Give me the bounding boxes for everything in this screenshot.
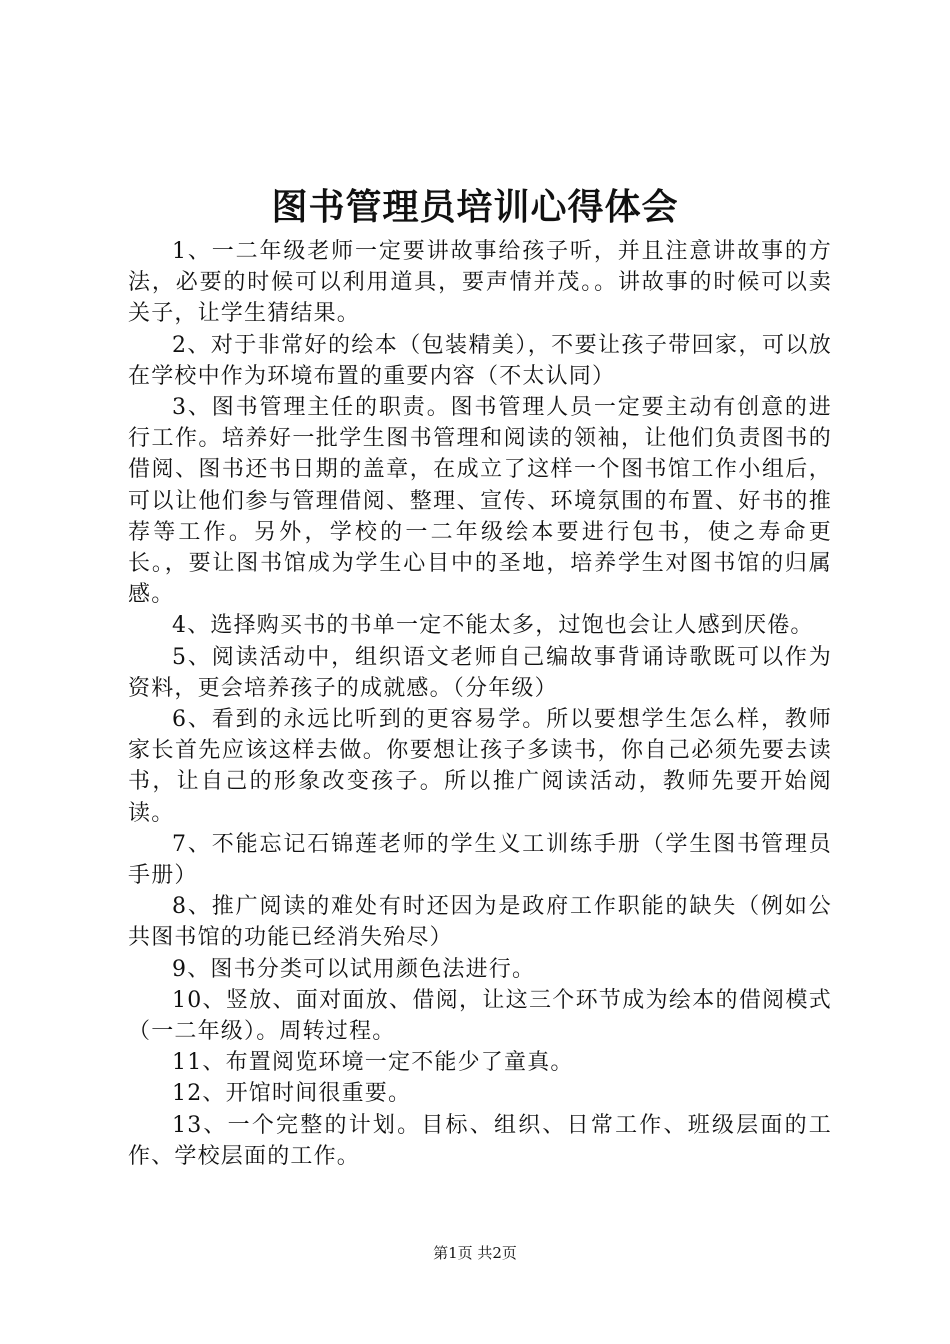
document-title: 图书管理员培训心得体会 <box>271 186 679 228</box>
document-body <box>128 236 832 1172</box>
paragraph-6: 6、看到的永远比听到的更容易学。所以要想学生怎么样，教师家长首先应该这样去做。你要想让孩子多读书，你自己必须先要去读书，让自己的形象改变孩子。所以推广阅读活动，教师先要开始阅读。 <box>128 707 832 826</box>
paragraph-1: 1、一二年级老师一定要讲故事给孩子听，并且注意讲故事的方法，必要的时候可以利用道具，要声情并茂。。讲故事的时候可以卖关子，让学生猜结果。 <box>128 239 832 327</box>
paragraph-8: 8、推广阅读的难处有时还因为是政府工作职能的缺失（例如公共图书馆的功能已经消失殆尽） <box>128 894 832 951</box>
paragraph-12: 12、开馆时间很重要。 <box>172 1081 412 1107</box>
paragraph-7: 7、不能忘记石锦莲老师的学生义工训练手册（学生图书管理员手册） <box>128 831 832 889</box>
paragraph-2: 2、对于非常好的绘本（包装精美），不要让孩子带回家，可以放在学校中作为环境布置的重要内容（不太认同） <box>128 332 832 389</box>
paragraph-11: 11、布置阅览环境一定不能少了童真。 <box>172 1050 574 1076</box>
paragraph-10: 10、竖放、面对面放、借阅，让这三个环节成为绘本的借阅模式（一二年级）。周转过程。 <box>128 987 832 1045</box>
paragraph-13: 13、一个完整的计划。目标、组织、日常工作、班级层面的工作、学校层面的工作。 <box>128 1112 832 1169</box>
page-footer: 第1页 共2页 <box>433 1244 517 1262</box>
paragraph-4: 4、选择购买书的书单一定不能太多，过饱也会让人感到厌倦。 <box>172 613 814 639</box>
paragraph-9: 9、图书分类可以试用颜色法进行。 <box>172 956 536 982</box>
paragraph-3: 3、图书管理主任的职责。图书管理人员一定要主动有创意的进行工作。培养好一批学生图书管理和阅读的领袖，让他们负责图书的借阅、图书还书日期的盖章，在成立了这样一个图书馆工作小组后，可以让他们参与管理借阅、整理、宣传、环境氛围的布置、好书的推荐等工作。另外，学校的一二年级绘本要进行包书，使之寿命更长。，要让图书馆成为学生心目中的圣地，培养学生对图书馆的归属感。 <box>128 395 832 608</box>
paragraph-5: 5、阅读活动中，组织语文老师自己编故事背诵诗歌既可以作为资料，更会培养孩子的成就感。（分年级） <box>128 644 832 701</box>
